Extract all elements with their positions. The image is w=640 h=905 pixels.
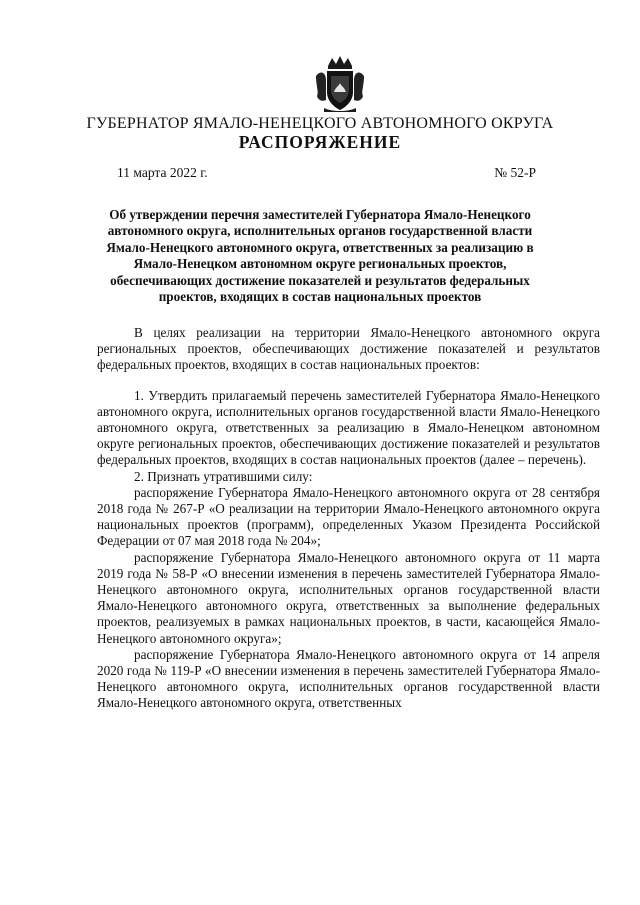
document-date: 11 марта 2022 г. <box>117 165 208 180</box>
header-title: ГУБЕРНАТОР ЯМАЛО-НЕНЕЦКОГО АВТОНОМНОГО ОКРУГА <box>86 115 554 132</box>
coat-of-arms-icon <box>314 56 366 114</box>
document-type: РАСПОРЯЖЕНИЕ <box>238 132 402 152</box>
repealed-order-2: распоряжение Губернатора Ямало-Ненецкого автономного округа от 11 марта 2019 года № 58-Р «О внесении изменения в перечень заместителей Губернатора Ямало-Ненецкого автономного округа, исполнительных органов государственной власти Ямало-Ненецкого автономного округа, ответственных за выполнение федеральных проектов, реализуемых в рамках национальных проектов, в части, касающейся Ямало-Ненецкого автономного округа»; <box>97 549 600 646</box>
item-1-paragraph: 1. Утвердить прилагаемый перечень заместителей Губернатора Ямало-Ненецкого автономного округа, исполнительных органов государственной власти Ямало-Ненецкого автономного округа, ответственных за реализацию в Ямало-Ненецком автономном округе региональных проектов, обеспечивающих достижение показателей и результатов федеральных проектов, входящих в состав национальных проектов (далее – перечень). <box>97 387 600 468</box>
repealed-order-1: распоряжение Губернатора Ямало-Ненецкого автономного округа от 28 сентября 2018 года № 267-Р «О реализации на территории Ямало-Ненецкого автономного округа национальных проектов (программ), определенных Указом Президента Российской Федерации от 07 мая 2018 года № 204»; <box>97 484 600 549</box>
document-body <box>97 325 600 712</box>
preamble-paragraph: В целях реализации на территории Ямало-Ненецкого автономного округа региональных проектов, обеспечивающих достижение показателей и результатов федеральных проектов, входящих в состав национальных проектов: <box>97 325 600 373</box>
repealed-order-3: распоряжение Губернатора Ямало-Ненецкого автономного округа от 14 апреля 2020 года № 119-Р «О внесении изменения в перечень заместителей Губернатора Ямало-Ненецкого автономного округа, исполнительных органов государственной власти Ямало-Ненецкого автономного округа, ответственных <box>97 646 600 711</box>
document-number: № 52-Р <box>494 165 536 180</box>
document-subject: Об утверждении перечня заместителей Губернатора Ямало-Ненецкого автономного округа, исполнительных органов государственной власти Ямало-Ненецкого автономного округа, ответственных за реализацию в Ямало-Ненецком автономном округе региональных проектов, обеспечивающих достижение показателей и результатов федеральных проектов, входящих в состав национальных проектов <box>106 207 534 305</box>
item-2-paragraph: 2. Признать утратившими силу: <box>134 468 313 484</box>
